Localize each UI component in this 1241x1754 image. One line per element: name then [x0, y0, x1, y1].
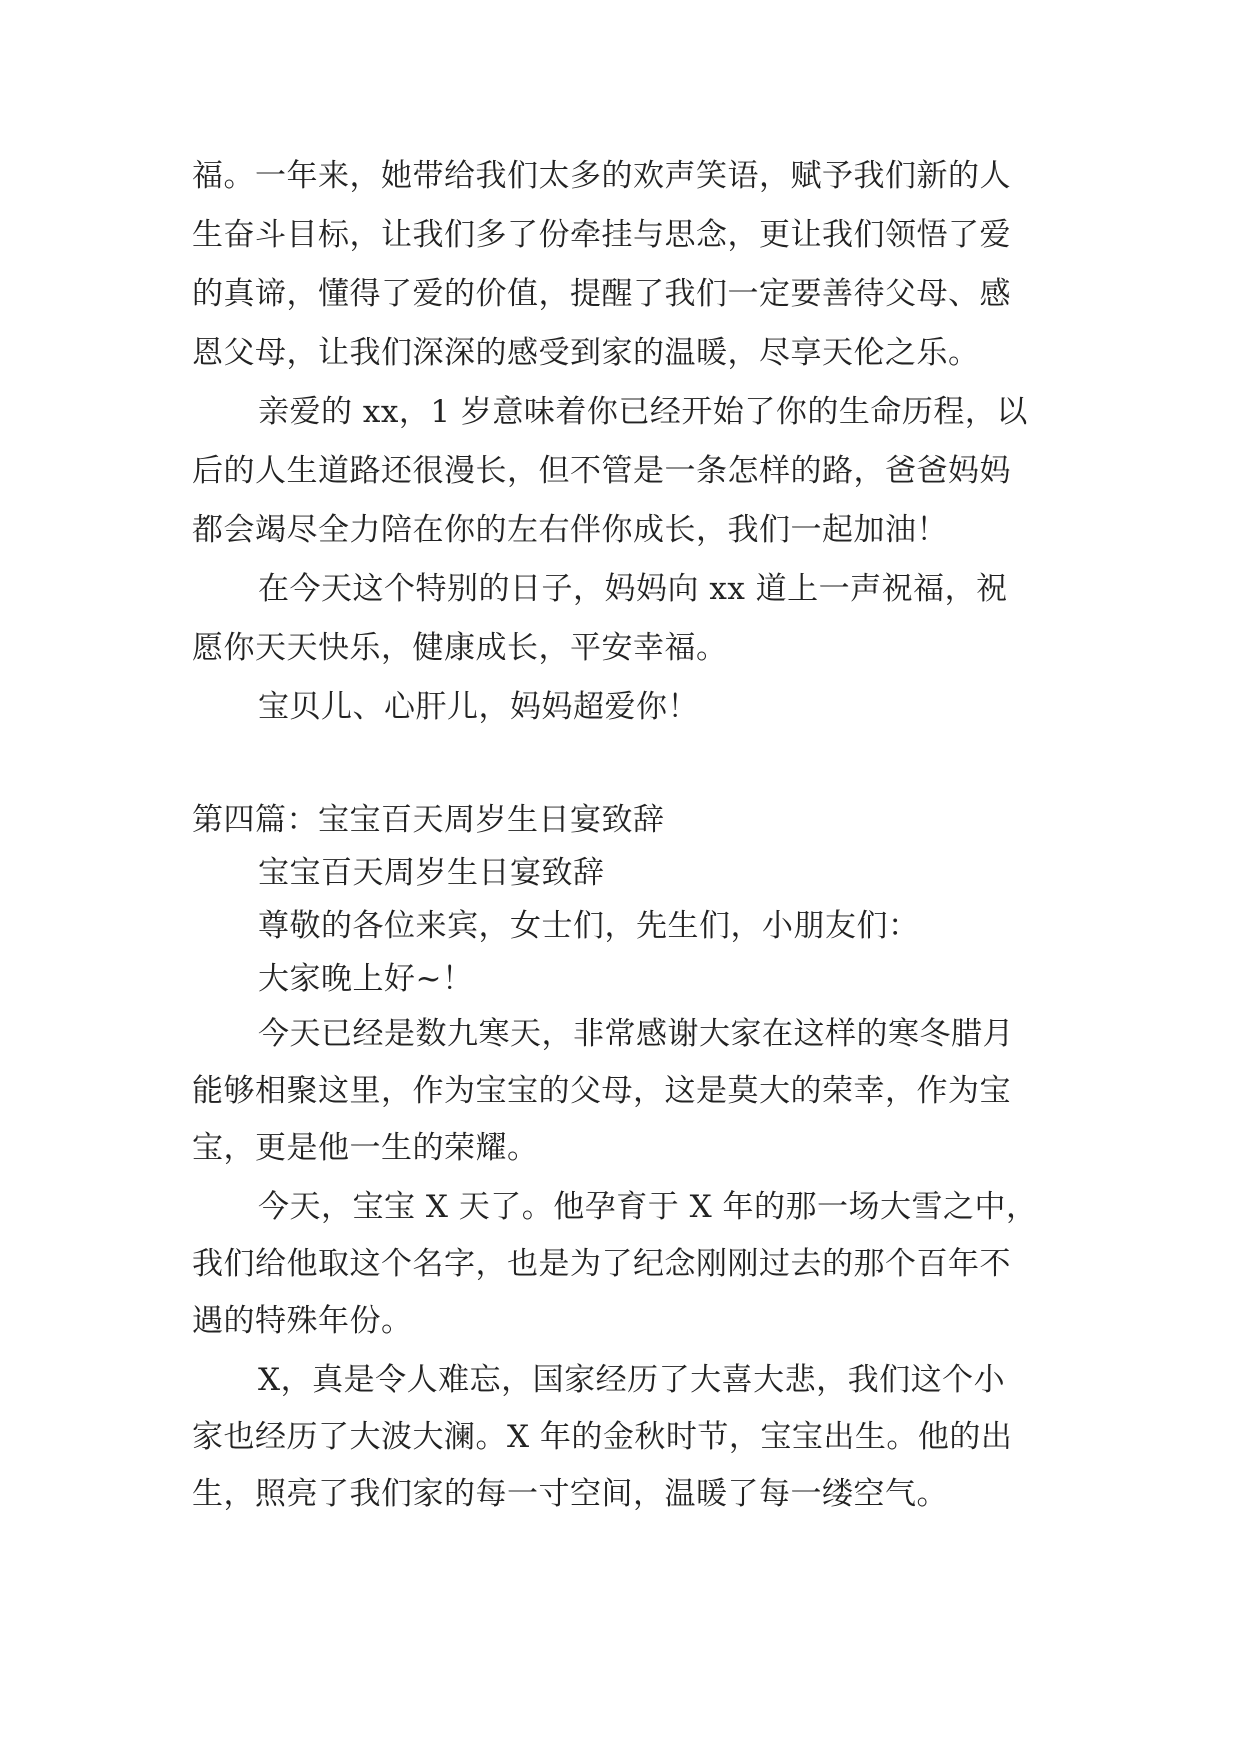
section-title: 宝宝百天周岁生日宴致辞	[258, 855, 605, 891]
text-line: 遇的特殊年份。	[192, 1303, 413, 1339]
salutation: 尊敬的各位来宾，女士们，先生们，小朋友们：	[258, 908, 920, 944]
text-line: 恩父母，让我们深深的感受到家的温暖，尽享天伦之乐。	[192, 335, 980, 371]
text-line: 都会竭尽全力陪在你的左右伴你成长，我们一起加油！	[192, 512, 948, 548]
text-line: 生奋斗目标，让我们多了份牵挂与思念，更让我们领悟了爱	[192, 217, 1011, 253]
section-heading: 第四篇：宝宝百天周岁生日宴致辞	[192, 802, 665, 838]
text-line: 我们给他取这个名字，也是为了纪念刚刚过去的那个百年不	[192, 1246, 1011, 1282]
paragraph-first-line: 亲爱的 xx，1 岁意味着你已经开始了你的生命历程，以	[258, 394, 1028, 430]
text-line: 福。一年来，她带给我们太多的欢声笑语，赋予我们新的人	[192, 158, 1011, 194]
text-line: 能够相聚这里，作为宝宝的父母，这是莫大的荣幸，作为宝	[192, 1073, 1011, 1109]
paragraph-first-line: 今天，宝宝 X 天了。他孕育于 X 年的那一场大雪之中，	[258, 1189, 1038, 1225]
text-line: 愿你天天快乐，健康成长，平安幸福。	[192, 630, 728, 666]
greeting: 大家晚上好~！	[258, 961, 474, 997]
paragraph-first-line: X，真是令人难忘，国家经历了大喜大悲，我们这个小	[258, 1362, 1006, 1398]
paragraph-first-line: 宝贝儿、心肝儿，妈妈超爱你！	[258, 689, 699, 725]
text-line: 宝，更是他一生的荣耀。	[192, 1130, 539, 1166]
text-line: 生，照亮了我们家的每一寸空间，温暖了每一缕空气。	[192, 1476, 948, 1512]
text-line: 后的人生道路还很漫长，但不管是一条怎样的路，爸爸妈妈	[192, 453, 1011, 489]
text-line: 家也经历了大波大澜。X 年的金秋时节，宝宝出生。他的出	[192, 1419, 1013, 1455]
paragraph-first-line: 在今天这个特别的日子，妈妈向 xx 道上一声祝福，祝	[258, 571, 1008, 607]
text-line: 的真谛，懂得了爱的价值，提醒了我们一定要善待父母、感	[192, 276, 1011, 312]
paragraph-first-line: 今天已经是数九寒天，非常感谢大家在这样的寒冬腊月	[258, 1016, 1014, 1052]
